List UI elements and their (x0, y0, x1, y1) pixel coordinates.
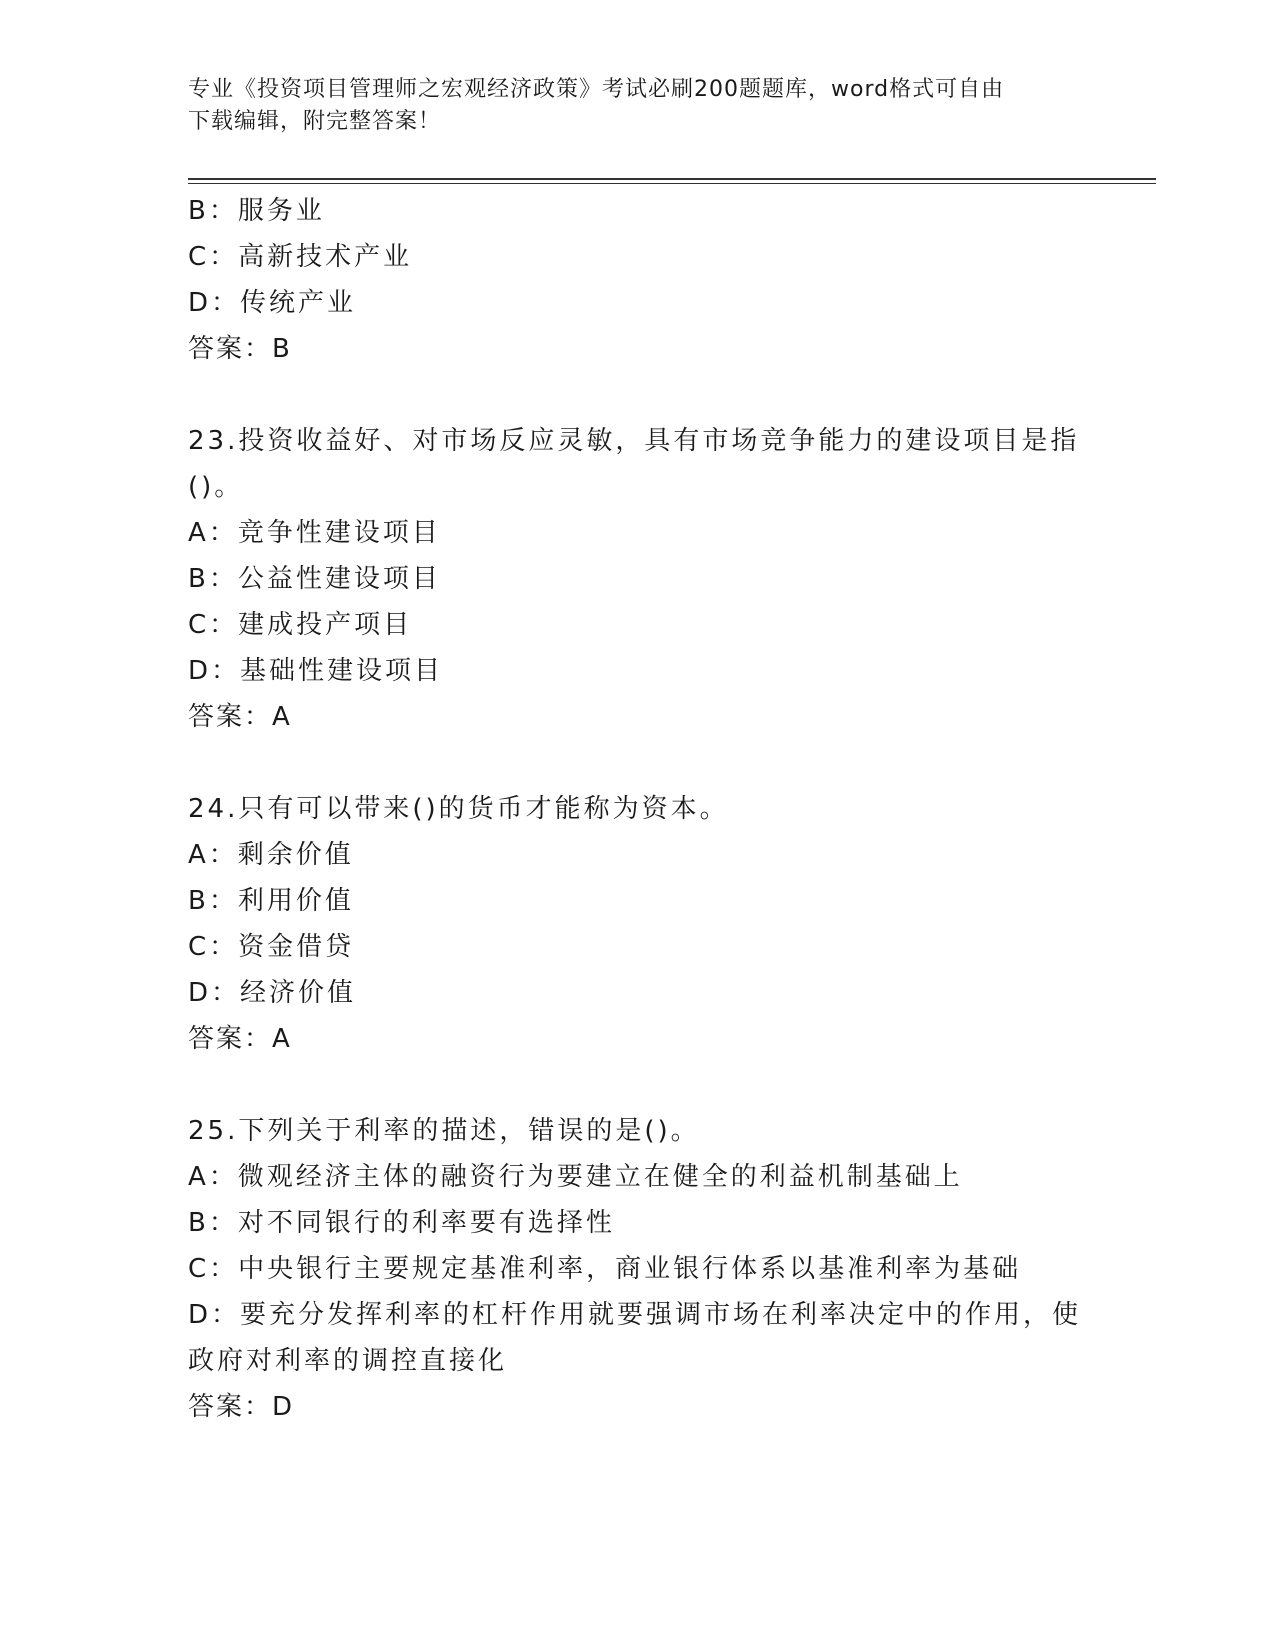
option-d: D：传统产业 (188, 288, 357, 318)
option-b: B：对不同银行的利率要有选择性 (188, 1208, 615, 1238)
option-c: C：建成投产项目 (188, 610, 413, 640)
answer-text: 答案：B (188, 334, 292, 364)
document-header (188, 74, 1068, 138)
question-stem: 23.投资收益好、对市场反应灵敏，具有市场竞争能力的建设项目是指 (188, 426, 1080, 456)
option-c: C：中央银行主要规定基准利率，商业银行体系以基准利率为基础 (188, 1254, 1022, 1284)
answer-text: 答案：A (188, 1024, 292, 1054)
option-a: A：微观经济主体的融资行为要建立在健全的利益机制基础上 (188, 1162, 963, 1192)
option-c: C：高新技术产业 (188, 242, 413, 272)
header-line-2: 下载编辑，附完整答案！ (188, 109, 442, 134)
question-stem-continued: ()。 (188, 472, 244, 502)
question-stem: 25.下列关于利率的描述，错误的是()。 (188, 1116, 700, 1146)
option-c: C：资金借贷 (188, 932, 355, 962)
option-d: D：基础性建设项目 (188, 656, 444, 686)
question-stem: 24.只有可以带来()的货币才能称为资本。 (188, 794, 729, 824)
header-divider (188, 178, 1156, 184)
option-d-continued: 政府对利率的调控直接化 (188, 1346, 508, 1376)
option-b: B：服务业 (188, 196, 325, 226)
option-d: D：经济价值 (188, 978, 357, 1008)
option-a: A：竞争性建设项目 (188, 518, 441, 548)
question-list (188, 188, 1088, 1476)
option-b: B：公益性建设项目 (188, 564, 441, 594)
option-b: B：利用价值 (188, 886, 354, 916)
option-a: A：剩余价值 (188, 840, 354, 870)
answer-text: 答案：D (188, 1392, 295, 1422)
option-d: D：要充分发挥利率的杠杆作用就要强调市场在利率决定中的作用，使 (188, 1300, 1082, 1330)
answer-text: 答案：A (188, 702, 292, 732)
header-line-1: 专业《投资项目管理师之宏观经济政策》考试必刷200题题库，word格式可自由 (188, 77, 1005, 102)
